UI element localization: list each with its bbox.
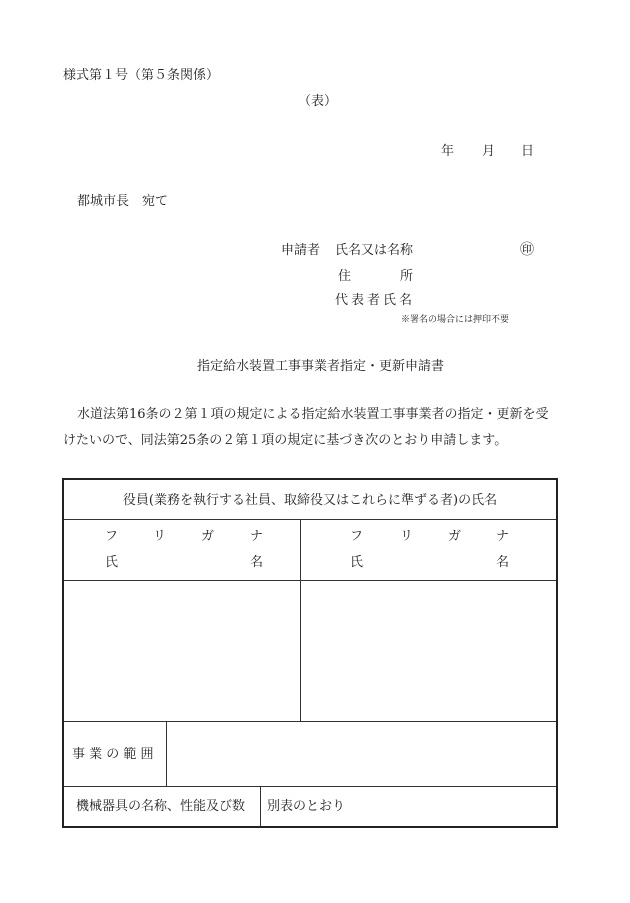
applicant-name-label: 氏名又は名称 — [335, 243, 414, 258]
document-title: 指定給水装置工事事業者指定・更新申請書 — [197, 359, 445, 374]
table-divider — [260, 786, 261, 826]
table-divider — [64, 786, 556, 787]
form-side-label: （表） — [298, 94, 338, 109]
furigana-char: リ — [400, 529, 414, 544]
date-day-label: 日 — [521, 144, 535, 159]
furigana-char: ナ — [496, 529, 510, 544]
given-name-label: 名 — [496, 555, 510, 570]
furigana-char: ガ — [448, 529, 462, 544]
date-year-label: 年 — [441, 144, 455, 159]
equipment-value: 別表のとおり — [267, 799, 346, 814]
body-line-2: けたいので、同法第25条の２第１項の規定に基づき次のとおり申請します。 — [63, 433, 508, 448]
table-divider — [300, 519, 301, 721]
table-divider — [64, 580, 556, 581]
surname-label: 氏 — [105, 555, 119, 570]
given-name-label: 名 — [250, 555, 264, 570]
address-label-second: 所 — [400, 269, 414, 284]
business-scope-label: 事 業 の 範 囲 — [72, 747, 154, 762]
equipment-label: 機械器具の名称、性能及び数 — [76, 799, 246, 814]
furigana-char: ガ — [201, 529, 215, 544]
address-label-first: 住 — [338, 269, 352, 284]
furigana-char: ナ — [250, 529, 264, 544]
table-divider — [64, 721, 556, 722]
surname-label: 氏 — [350, 555, 364, 570]
table-divider — [166, 721, 167, 786]
furigana-char: リ — [153, 529, 167, 544]
seal-mark: ㊞ — [520, 242, 534, 258]
furigana-char: フ — [350, 529, 364, 544]
table-header: 役員(業務を執行する社員、取締役又はこれらに準ずる者)の氏名 — [122, 493, 498, 508]
representative-name-label: 代表者氏名 — [335, 293, 416, 308]
body-line-1: 水道法第16条の２第１項の規定による指定給水装置工事事業者の指定・更新を受 — [77, 407, 549, 422]
officers-table — [62, 478, 558, 828]
form-number: 様式第１号（第５条関係） — [63, 68, 220, 83]
addressee: 都城市長 宛て — [77, 194, 169, 209]
date-month-label: 月 — [482, 144, 496, 159]
table-divider — [64, 519, 556, 520]
furigana-char: フ — [105, 529, 119, 544]
applicant-label: 申請者 — [281, 243, 321, 258]
seal-note: ※署名の場合には押印不要 — [401, 315, 510, 325]
